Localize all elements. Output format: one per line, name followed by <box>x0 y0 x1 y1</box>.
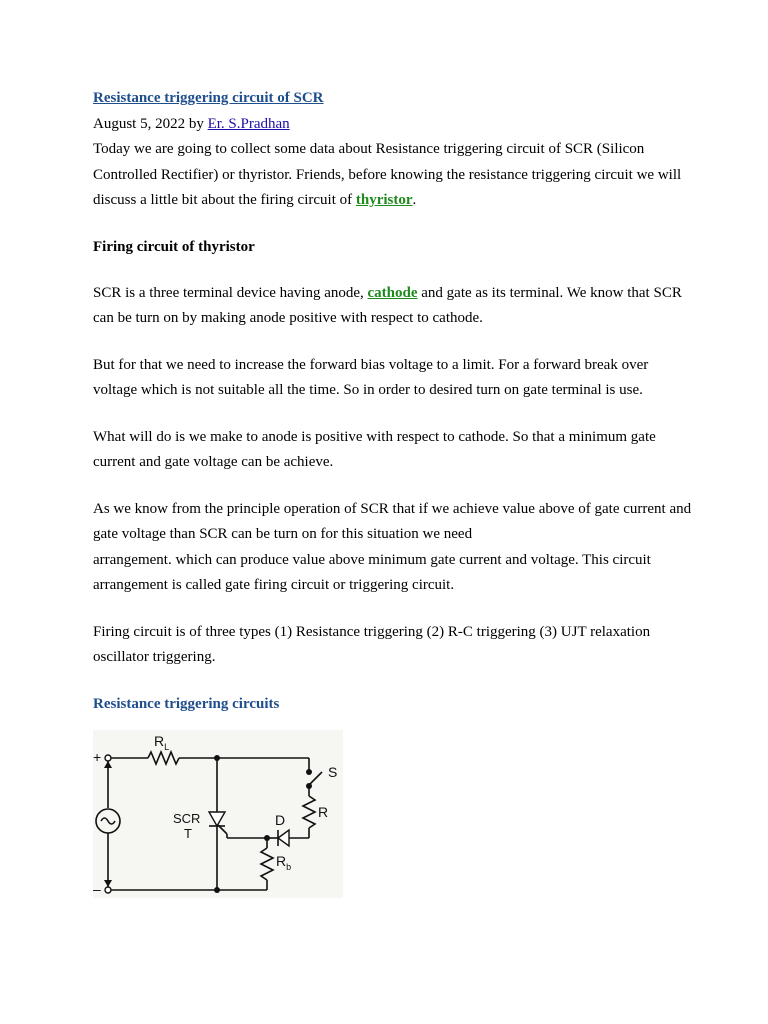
byline <box>93 112 693 138</box>
rb-label: $R_b$ <box>276 853 292 872</box>
paragraph-3: What will do is we make to anode is positive with respect to cathode. So that a minimum gate current and gate voltage can be achieve. <box>93 428 656 470</box>
r-label: R <box>318 804 329 820</box>
intro-end: . <box>412 192 417 208</box>
article-title-line <box>93 86 693 112</box>
paragraph-2: But for that we need to increase the forward bias voltage to a limit. For a forward break over voltage which is not suitable all the time. So in order to desired turn on gate terminal is use. <box>93 356 649 398</box>
scr-label: SCR <box>173 811 201 826</box>
cathode-link[interactable]: cathode <box>367 284 418 301</box>
heading-resistance-triggering: Resistance triggering circuits <box>93 695 280 712</box>
heading-firing-circuit: Firing circuit of thyristor <box>93 238 255 255</box>
p1-text: SCR is a three terminal device having anode, <box>93 284 368 301</box>
thyristor-link[interactable]: thyristor <box>355 192 413 208</box>
intro-paragraph <box>93 137 693 214</box>
paragraph-4a: As we know from the principle operation of SCR that if we achieve value above of gate current and gate voltage than SCR can be turn on for this situation we need <box>93 500 692 542</box>
paragraph-1 <box>93 281 693 332</box>
article <box>93 86 693 717</box>
switch-label: S <box>328 764 338 780</box>
resistance-triggering-circuit-diagram <box>93 730 343 898</box>
post-date: August 5, 2022 <box>93 115 186 132</box>
t-label: T <box>184 826 192 841</box>
byline-by: by <box>185 115 208 132</box>
minus-terminal-label: – <box>93 881 101 897</box>
author-link[interactable]: Er. S.Pradhan <box>207 115 290 132</box>
article-title-link[interactable]: Resistance triggering circuit of SCR <box>93 90 324 106</box>
paragraph-4b: arrangement. which can produce value above minimum gate current and voltage. This circuit arrangement is called gate firing circuit or triggering circuit. <box>93 551 651 593</box>
paragraph-5: Firing circuit is of three types (1) Resistance triggering (2) R-C triggering (3) UJT relaxation oscillator triggering. <box>93 623 651 665</box>
diode-label: D <box>275 812 286 828</box>
p1-end: and gate as its terminal. We know that SCR can be turn on by making anode positive with respect to cathode. <box>93 284 682 326</box>
plus-terminal-label: + <box>93 749 102 765</box>
rl-label: $R_L$ <box>154 733 170 752</box>
intro-text: Today we are going to collect some data about Resistance triggering circuit of SCR (Silicon Controlled Rectifier) or thyristor. Friends, before knowing the resistance triggering circuit we will discuss a little bit about the firing circuit of <box>93 141 682 208</box>
